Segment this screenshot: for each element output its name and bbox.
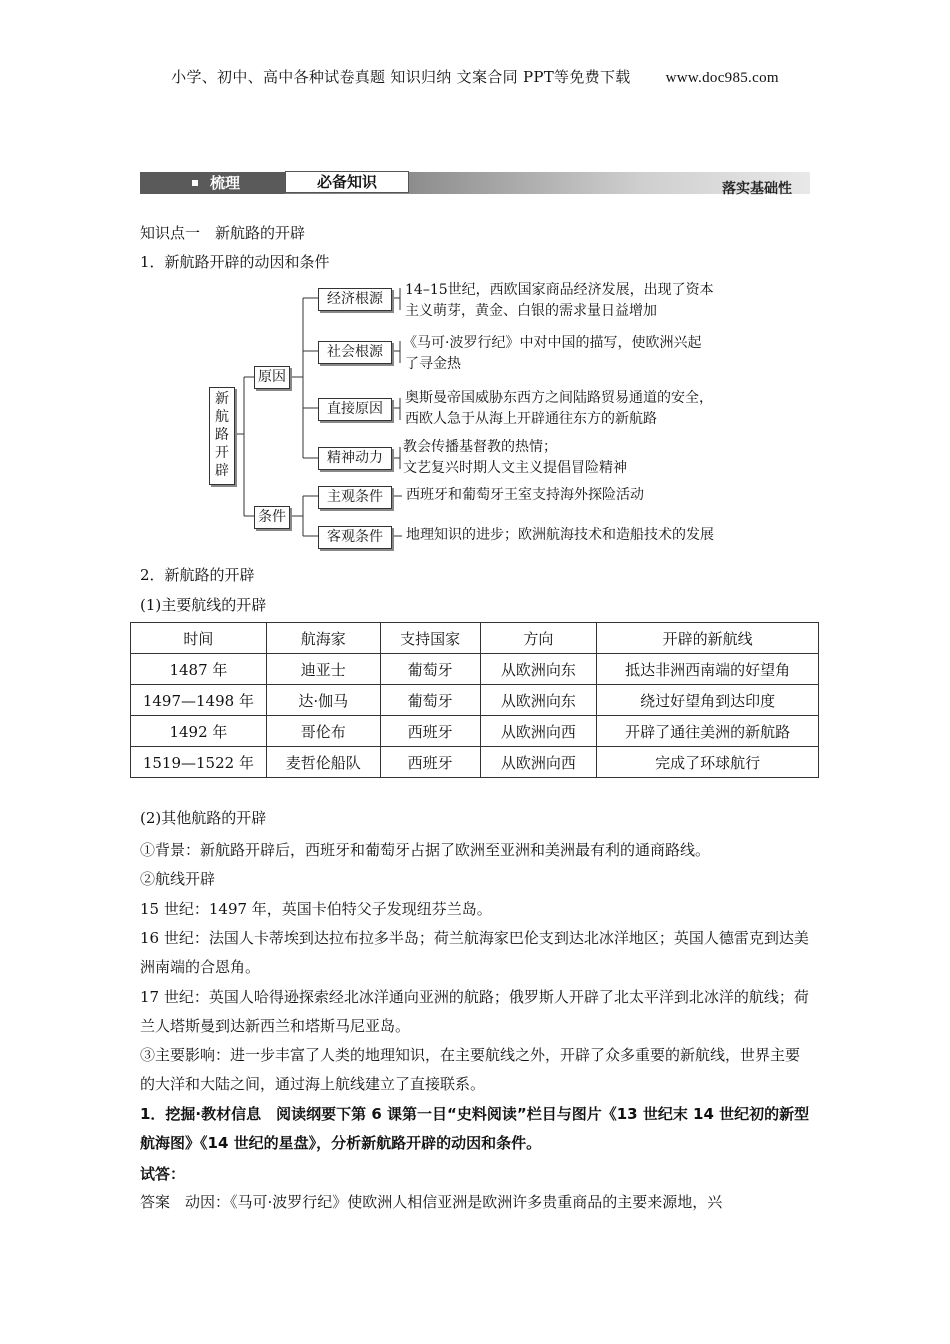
desc-line: 西班牙和葡萄牙王室支持海外探险活动	[406, 487, 644, 503]
cell-navigator: 达·伽马	[266, 685, 380, 716]
desc-line: 奥斯曼帝国威胁东西方之间陆路贸易通道的安全，	[405, 390, 713, 406]
knowledge-point-title: 知识点一 新航路的开辟	[140, 224, 306, 242]
desc-line: 主义萌芽，黄金、白银的需求量日益增加	[405, 303, 657, 319]
banner-right: 落实基础性	[722, 181, 792, 197]
desc-line: 了寻金热	[405, 356, 461, 372]
header-url[interactable]: www.doc985.com	[665, 70, 779, 86]
item-objective-condition: 客观条件	[318, 526, 392, 549]
desc-objective-condition	[406, 525, 714, 546]
cell-direction: 从欧洲向西	[480, 716, 597, 747]
paragraph-15th-century: 15 世纪：1497 年，英国卡伯特父子发现纽芬兰岛。	[140, 900, 492, 918]
item-economic-root: 经济根源	[318, 288, 392, 311]
item-direct-cause: 直接原因	[318, 398, 392, 421]
cell-country: 葡萄牙	[380, 654, 480, 685]
item-spiritual-drive: 精神动力	[318, 447, 392, 470]
root-char: 开	[215, 445, 229, 461]
question-text: 1．挖掘·教材信息 阅读纲要下第 6 课第一目“史料阅读”栏目与图片《13 世纪末 14 世纪初的新型航海图》《14 世纪的星盘》，分析新航路开辟的动因和条件。	[140, 1105, 810, 1152]
desc-line: 文艺复兴时期人文主义提倡冒险精神	[403, 460, 627, 476]
desc-subjective-condition	[406, 485, 644, 506]
cell-navigator: 哥伦布	[266, 716, 380, 747]
banner-left-label: 梳理	[210, 174, 241, 192]
answer-text: 答案 动因：《马可·波罗行纪》使欧洲人相信亚洲是欧洲许多贵重商品的主要来源地，兴	[140, 1193, 723, 1211]
root-char: 新	[215, 391, 229, 407]
cell-time: 1497—1498 年	[131, 685, 267, 716]
cell-route: 绕过好望角到达印度	[597, 685, 819, 716]
paragraph-routes-heading: ②航线开辟	[140, 870, 216, 888]
section2-title: 2．新航路的开辟	[140, 566, 255, 584]
paragraph-impact: ③主要影响：进一步丰富了人类的地理知识，在主要航线之外，开辟了众多重要的新航线，世界主要的大洋和大陆之间，通过海上航线建立了直接联系。	[140, 1046, 801, 1093]
table-row	[131, 654, 819, 685]
desc-economic-root	[405, 280, 714, 322]
header-note-text: 小学、初中、高中各种试卷真题 知识归纳 文案合同 PPT等免费下载	[171, 68, 631, 86]
item-subjective-condition: 主观条件	[318, 486, 392, 509]
paragraph-background: ①背景：新航路开辟后，西班牙和葡萄牙占据了欧洲至亚洲和美洲最有利的通商路线。	[140, 841, 711, 859]
header-navigator: 航海家	[266, 623, 380, 654]
cell-navigator: 迪亚士	[266, 654, 380, 685]
paragraph-17th-century: 17 世纪：英国人哈得逊探索经北冰洋通向亚洲的航路；俄罗斯人开辟了北太平洋到北冰洋的航线；荷兰人塔斯曼到达新西兰和塔斯马尼亚岛。	[140, 988, 809, 1035]
desc-line: 《马可·波罗行纪》中对中国的描写，使欧洲兴起	[403, 335, 702, 351]
cell-route: 开辟了通往美洲的新航路	[597, 716, 819, 747]
desc-social-root	[403, 333, 701, 375]
desc-spiritual-drive	[403, 437, 627, 479]
desc-line: 教会传播基督教的热情；	[403, 439, 557, 455]
cell-navigator: 麦哲伦船队	[266, 747, 380, 778]
desc-direct-cause	[405, 388, 713, 430]
desc-line: 地理知识的进步；欧洲航海技术和造船技术的发展	[406, 527, 714, 543]
diagram-root	[209, 387, 235, 485]
item-social-root: 社会根源	[318, 341, 392, 364]
banner-middle: 必备知识	[285, 171, 409, 193]
cell-time: 1487 年	[131, 654, 267, 685]
try-answer-label: 试答：	[140, 1165, 186, 1183]
cell-route: 抵达非洲西南端的好望角	[597, 654, 819, 685]
table-row	[131, 685, 819, 716]
routes-table	[130, 622, 819, 778]
cell-direction: 从欧洲向东	[480, 654, 597, 685]
cell-route: 完成了环球航行	[597, 747, 819, 778]
table-header-row	[131, 623, 819, 654]
table-row	[131, 716, 819, 747]
header-time: 时间	[131, 623, 267, 654]
root-char: 航	[215, 409, 229, 425]
cell-country: 西班牙	[380, 716, 480, 747]
sub2-title: (2)其他航路的开辟	[140, 809, 267, 827]
paragraph-16th-century: 16 世纪：法国人卡蒂埃到达拉布拉多半岛；荷兰航海家巴伦支到达北冰洋地区；英国人德雷克到达美洲南端的合恩角。	[140, 929, 809, 976]
table-row	[131, 747, 819, 778]
root-char: 路	[215, 427, 229, 443]
root-char: 辟	[215, 463, 229, 479]
desc-line: 西欧人急于从海上开辟通往东方的新航路	[405, 411, 657, 427]
cell-country: 西班牙	[380, 747, 480, 778]
section1-title: 1．新航路开辟的动因和条件	[140, 253, 330, 271]
header-direction: 方向	[480, 623, 597, 654]
cell-direction: 从欧洲向西	[480, 747, 597, 778]
header-country: 支持国家	[380, 623, 480, 654]
header-route: 开辟的新航线	[597, 623, 819, 654]
cell-time: 1492 年	[131, 716, 267, 747]
cell-country: 葡萄牙	[380, 685, 480, 716]
cell-time: 1519—1522 年	[131, 747, 267, 778]
sub1-title: (1)主要航线的开辟	[140, 596, 267, 614]
desc-line: 14–15世纪，西欧国家商品经济发展，出现了资本	[405, 282, 714, 298]
branch-condition: 条件	[254, 506, 290, 529]
cell-direction: 从欧洲向东	[480, 685, 597, 716]
branch-reason: 原因	[254, 366, 290, 389]
